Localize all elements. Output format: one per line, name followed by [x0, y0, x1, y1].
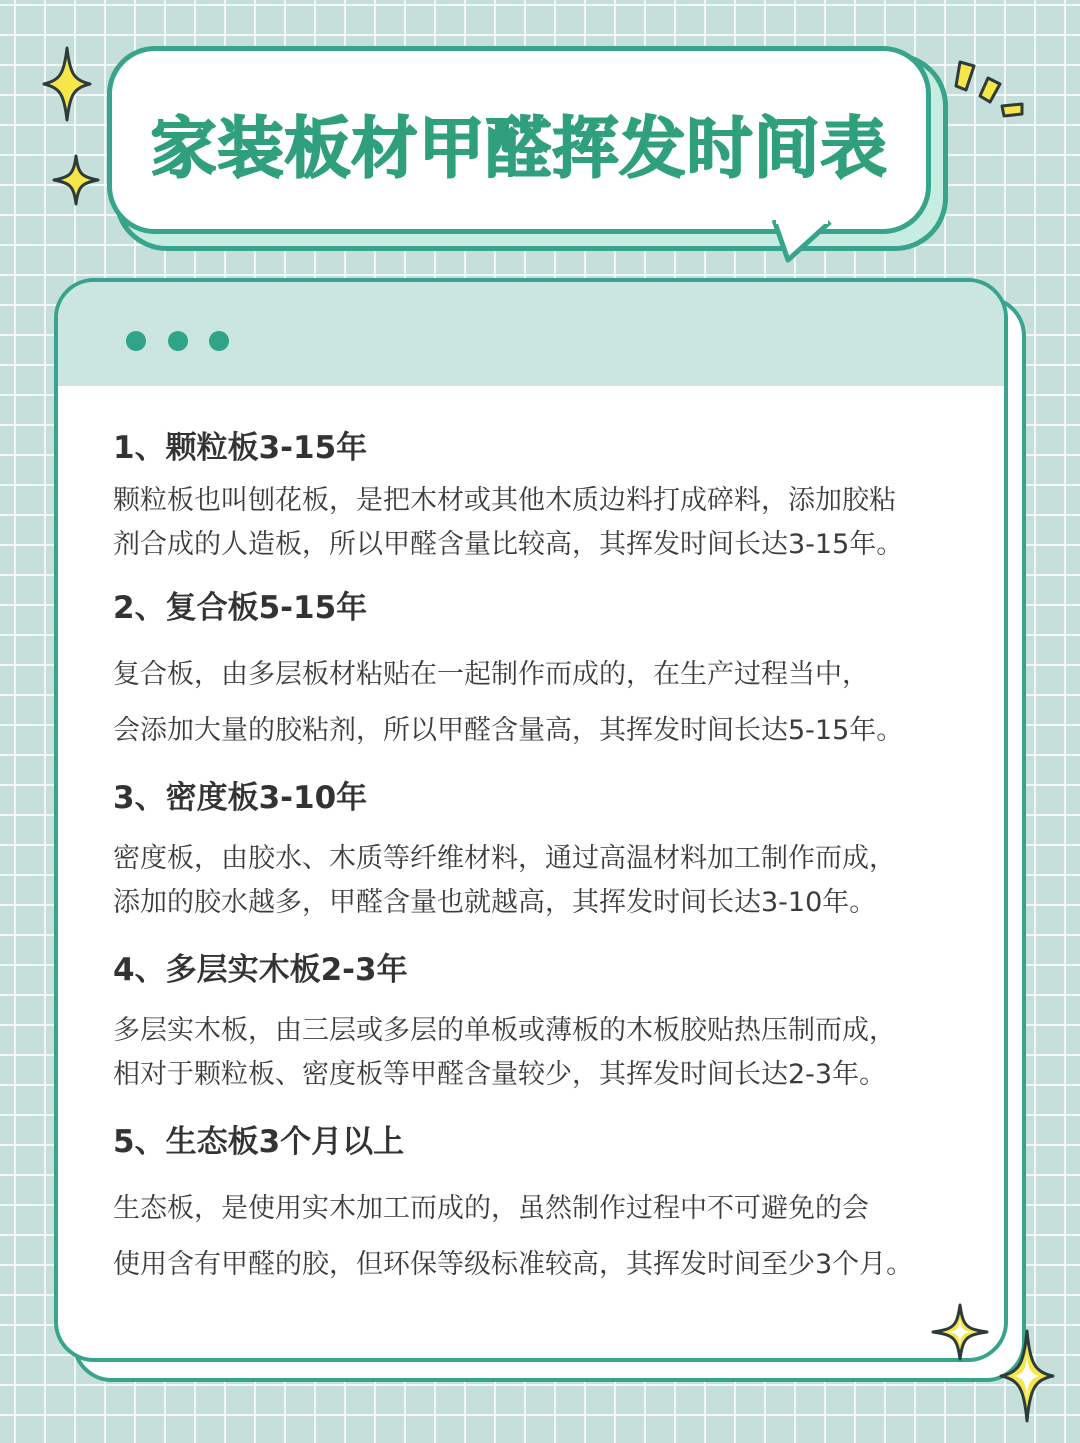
sparkle-icon: [42, 46, 92, 122]
body-line: 剂合成的人造板，所以甲醛含量比较高，其挥发时间长达3-15年。: [113, 529, 904, 560]
sparkle-icon: [930, 1302, 990, 1362]
burst-lines-icon: [952, 56, 1028, 122]
page-title: 家装板材甲醛挥发时间表: [150, 110, 888, 187]
section-heading: 2、复合板5-15年: [113, 590, 368, 626]
section-body: [113, 1009, 993, 1097]
body-line: 会添加大量的胶粘剂，所以甲醛含量高，其挥发时间长达5-15年。: [113, 715, 904, 746]
section-density-board: [113, 772, 993, 925]
section-multilayer-wood: [113, 944, 993, 1097]
title-bubble: [107, 46, 931, 234]
section-body: [113, 479, 993, 567]
section-body: [113, 837, 993, 925]
section-heading: 4、多层实木板2-3年: [113, 952, 408, 988]
body-line: 生态板，是使用实木加工而成的，虽然制作过程中不可避免的会: [113, 1193, 869, 1224]
section-composite-board: [113, 582, 993, 759]
sparkle-icon: [52, 154, 100, 206]
body-line: 使用含有甲醛的胶，但环保等级标准较高，其挥发时间至少3个月。: [113, 1249, 914, 1280]
section-heading: 1、颗粒板3-15年: [113, 430, 368, 466]
section-heading: 3、密度板3-10年: [113, 780, 368, 816]
card-header: [58, 282, 1004, 386]
sparkle-icon: [998, 1328, 1056, 1424]
section-body: [113, 647, 993, 759]
window-dot-icon: [209, 331, 229, 351]
section-particleboard: [113, 422, 993, 567]
body-line: 密度板，由胶水、木质等纤维材料，通过高温材料加工制作而成，: [113, 843, 896, 874]
body-line: 多层实木板，由三层或多层的单板或薄板的木板胶贴热压制而成，: [113, 1015, 896, 1046]
section-eco-board: [113, 1116, 993, 1293]
speech-bubble-tail: [770, 220, 840, 265]
body-line: 添加的胶水越多，甲醛含量也就越高，其挥发时间长达3-10年。: [113, 887, 877, 918]
section-body: [113, 1181, 993, 1293]
section-heading: 5、生态板3个月以上: [113, 1124, 405, 1160]
body-line: 复合板，由多层板材粘贴在一起制作而成的，在生产过程当中，: [113, 659, 869, 690]
content-card: [54, 278, 1008, 1362]
body-line: 相对于颗粒板、密度板等甲醛含量较少，其挥发时间长达2-3年。: [113, 1059, 887, 1090]
body-line: 颗粒板也叫刨花板，是把木材或其他木质边料打成碎料，添加胶粘: [113, 485, 896, 516]
window-dot-icon: [168, 331, 188, 351]
window-dot-icon: [126, 331, 146, 351]
